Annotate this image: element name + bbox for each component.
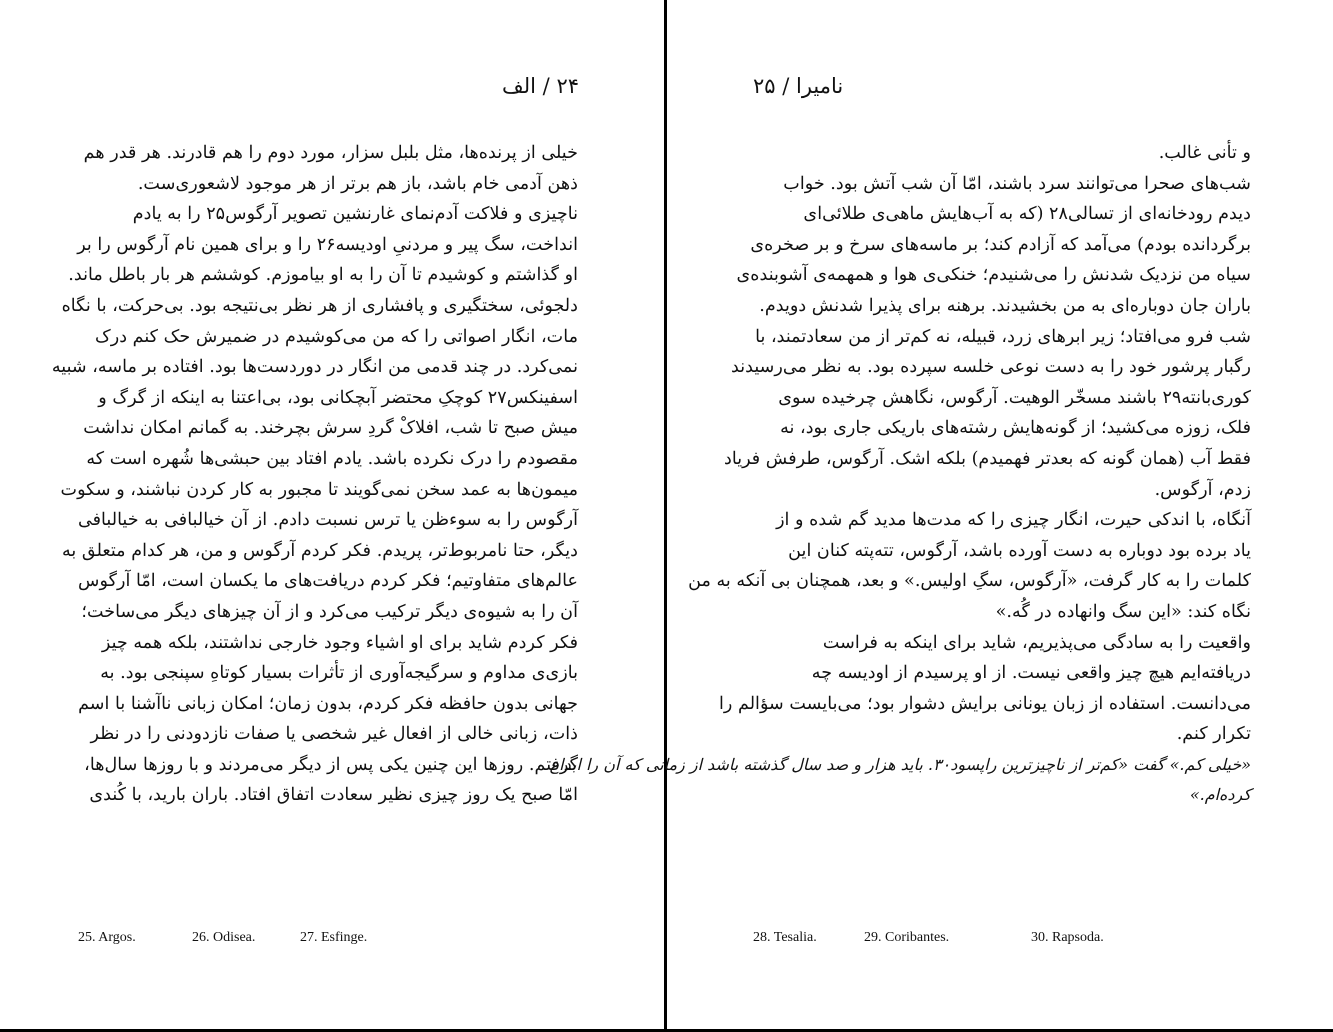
text-line: دلجوئی، سختگیری و پافشاری از هر نظر بی‌نتیجه بود. بی‌حرکت، با نگاه bbox=[61, 295, 578, 316]
text-line: نگاه کند: «این سگ وانهاده در گُه.» bbox=[995, 601, 1251, 622]
text-line: آرگوس را به سوءظن یا ترس نسبت دادم. از آن خیالبافی به خیالبافی bbox=[77, 510, 578, 531]
text-line: مقصودم را درک نکرده باشد. یادم افتاد بین حبشی‌ها شُهره است که bbox=[86, 448, 578, 469]
text-line: کرده‌ام.» bbox=[1189, 785, 1251, 805]
footnote: 30. Rapsoda. bbox=[1031, 930, 1104, 945]
text-line: باران جان دوباره‌ای به من بخشیدند. برهنه برای پذیرا شدنش دویدم. bbox=[759, 295, 1251, 316]
left-page-header: ۲۴ / الف bbox=[502, 74, 579, 98]
text-line: کلمات را به کار گرفت، «آرگوس، سگِ اولیس.» و بعد، همچنان بی آنکه به من bbox=[688, 571, 1251, 592]
left-page-body bbox=[51, 138, 578, 811]
text-line: یاد برده بود دوباره به دست آورده باشد، آرگوس، تته‌پته کنان این bbox=[788, 540, 1251, 561]
right-page-footnotes bbox=[753, 930, 1104, 946]
text-line: میش صبح تا شب، افلاکْ گردِ سرش بچرخند. به گمانم امکان نداشت bbox=[83, 418, 578, 439]
right-page bbox=[549, 0, 1333, 1030]
text-line: او گذاشتم و کوشیدم تا آن را به او بیاموزم. کوششم هر بار باطل ماند. bbox=[68, 265, 578, 286]
right-page-body bbox=[549, 138, 1251, 811]
left-page bbox=[0, 0, 665, 1030]
text-line: آنگاه، با اندکی حیرت، انگار چیزی را که مدت‌ها مدید گم شده و از bbox=[776, 510, 1251, 531]
text-line: بازی‌ی مداوم و سرگیجه‌آوری از تأثرات بسیار کوتاهِ سپنجی بود. به bbox=[100, 663, 578, 684]
text-line: و تأنی غالب. bbox=[1158, 143, 1251, 163]
text-line: دریافته‌ایم هیچ چیز واقعی نیست. از او پرسیدم از اودیسه چه bbox=[811, 663, 1251, 684]
text-line: ذات، زبانی خالی از افعال غیر شخصی یا صفات نازدودنی را در نظر bbox=[90, 724, 578, 745]
footnote: 29. Coribantes. bbox=[864, 930, 950, 945]
text-line: «خیلی کم.» گفت «کم‌تر از ناچیزترین راپسود۳۰. باید هزار و صد سال گذشته باشد از زمانی که آن را ابداع bbox=[549, 754, 1251, 774]
text-line: شب فرو می‌افتاد؛ زیر ابرهای زرد، قبیله، نه کم‌تر از من سعادتمند، با bbox=[755, 326, 1251, 347]
text-line: خیلی از پرنده‌ها، مثل بلبل سزار، مورد دوم را هم قادرند. هر قدر هم bbox=[83, 143, 578, 163]
text-line: گرفتم. روزها این چنین یکی پس از دیگر می‌مردند و با روزها سال‌ها، bbox=[84, 754, 578, 775]
text-line: نمی‌کرد. در چند قدمی من انگار در دوردست‌ها بود. افتاده بر ماسه، شبیه bbox=[51, 357, 578, 378]
text-line: کوری‌بانته۲۹ باشند مسخّر الوهیت. آرگوس، نگاهش چرخیده سوی bbox=[778, 387, 1251, 408]
text-line: رگبار پرشور خود را به دست نوعی خلسه سپرده بود. به نظر می‌رسیدند bbox=[730, 357, 1251, 378]
text-line: تکرار کنم. bbox=[1176, 724, 1251, 745]
text-line: سیاه من نزدیک شدنش را می‌شنیدم؛ خنکی‌ی هوا و همهمه‌ی آشوبنده‌ی bbox=[736, 265, 1251, 286]
text-line: آن را به شیوه‌ی دیگر ترکیب می‌کرد و از آن چیزهای دیگر می‌ساخت؛ bbox=[81, 601, 578, 622]
text-line: ناچیزی و فلاکت آدم‌نمای غارنشین تصویر آرگوس۲۵ را به یادم bbox=[132, 204, 578, 225]
footnote: 27. Esfinge. bbox=[300, 930, 368, 945]
right-page-header: نامیرا / ۲۵ bbox=[753, 74, 844, 98]
footnote: 26. Odisea. bbox=[192, 930, 256, 945]
text-line: فقط آب (همان گونه که بعدتر فهمیدم) بلکه اشک. آرگوس، طرفش فریاد bbox=[724, 448, 1251, 469]
text-line: فلک، زوزه می‌کشید؛ از گونه‌هایش رشته‌های باریکی جاری بود، نه bbox=[780, 418, 1251, 439]
text-line: زدم، آرگوس. bbox=[1154, 479, 1251, 500]
text-line: دیگر، حتا نامربوط‌تر، پریدم. فکر کردم آرگوس و من، هر کدام متعلق به bbox=[61, 540, 578, 561]
footnote: 25. Argos. bbox=[78, 930, 136, 945]
text-line: جهانی بدون حافظه فکر کردم، بدون زمان؛ امکان زبانی ناآشنا با اسم bbox=[78, 693, 578, 714]
text-line: واقعیت را به سادگی می‌پذیریم، شاید برای اینکه به فراست bbox=[822, 632, 1251, 653]
text-line: میمون‌ها به عمد سخن نمی‌گویند تا مجبور به کار کردن نباشند، و سکوت bbox=[60, 479, 578, 500]
text-line: عالم‌های متفاوتیم؛ فکر کردم دریافت‌های ما یکسان است، امّا آرگوس bbox=[78, 571, 578, 592]
text-line: دیدم رودخانه‌ای از تسالی۲۸ (که به آب‌هایش ماهی‌ی طلائی‌ای bbox=[803, 204, 1251, 225]
text-line: امّا صبح یک روز چیزی نظیر سعادت اتفاق افتاد. باران بارید، با کُندی bbox=[89, 785, 578, 806]
text-line: انداخت، سگ پیر و مردنیِ اودیسه۲۶ را و برای همین نام آرگوس را بر bbox=[77, 234, 578, 255]
text-line: فکر کردم شاید برای او اشیاء وجود خارجی نداشتند، بلکه همه چیز bbox=[101, 632, 578, 653]
text-line: شب‌های صحرا می‌توانند سرد باشند، امّا آن شب آتش بود. خواب bbox=[783, 173, 1251, 194]
left-page-footnotes bbox=[78, 930, 367, 946]
text-line: برگردانده بودم) می‌آمد که آزادم کند؛ بر ماسه‌های سرخ و بر صخره‌ی bbox=[750, 234, 1251, 255]
text-line: می‌دانست. استفاده از زبان یونانی برایش دشوار بود؛ می‌بایست سؤالم را bbox=[719, 693, 1251, 714]
text-line: مات، انگار اصواتی را که من می‌کوشیدم در ضمیرش حک کنم درک bbox=[94, 326, 578, 347]
footnote: 28. Tesalia. bbox=[753, 930, 817, 945]
text-line: ذهن آدمی خام باشد، باز هم برتر از هر موجود لاشعوری‌ست. bbox=[137, 173, 578, 194]
text-line: اسفینکس۲۷ کوچکِ محتضر آبچکانی بود، بی‌اعتنا به اینکه از گرگ و bbox=[98, 387, 578, 408]
